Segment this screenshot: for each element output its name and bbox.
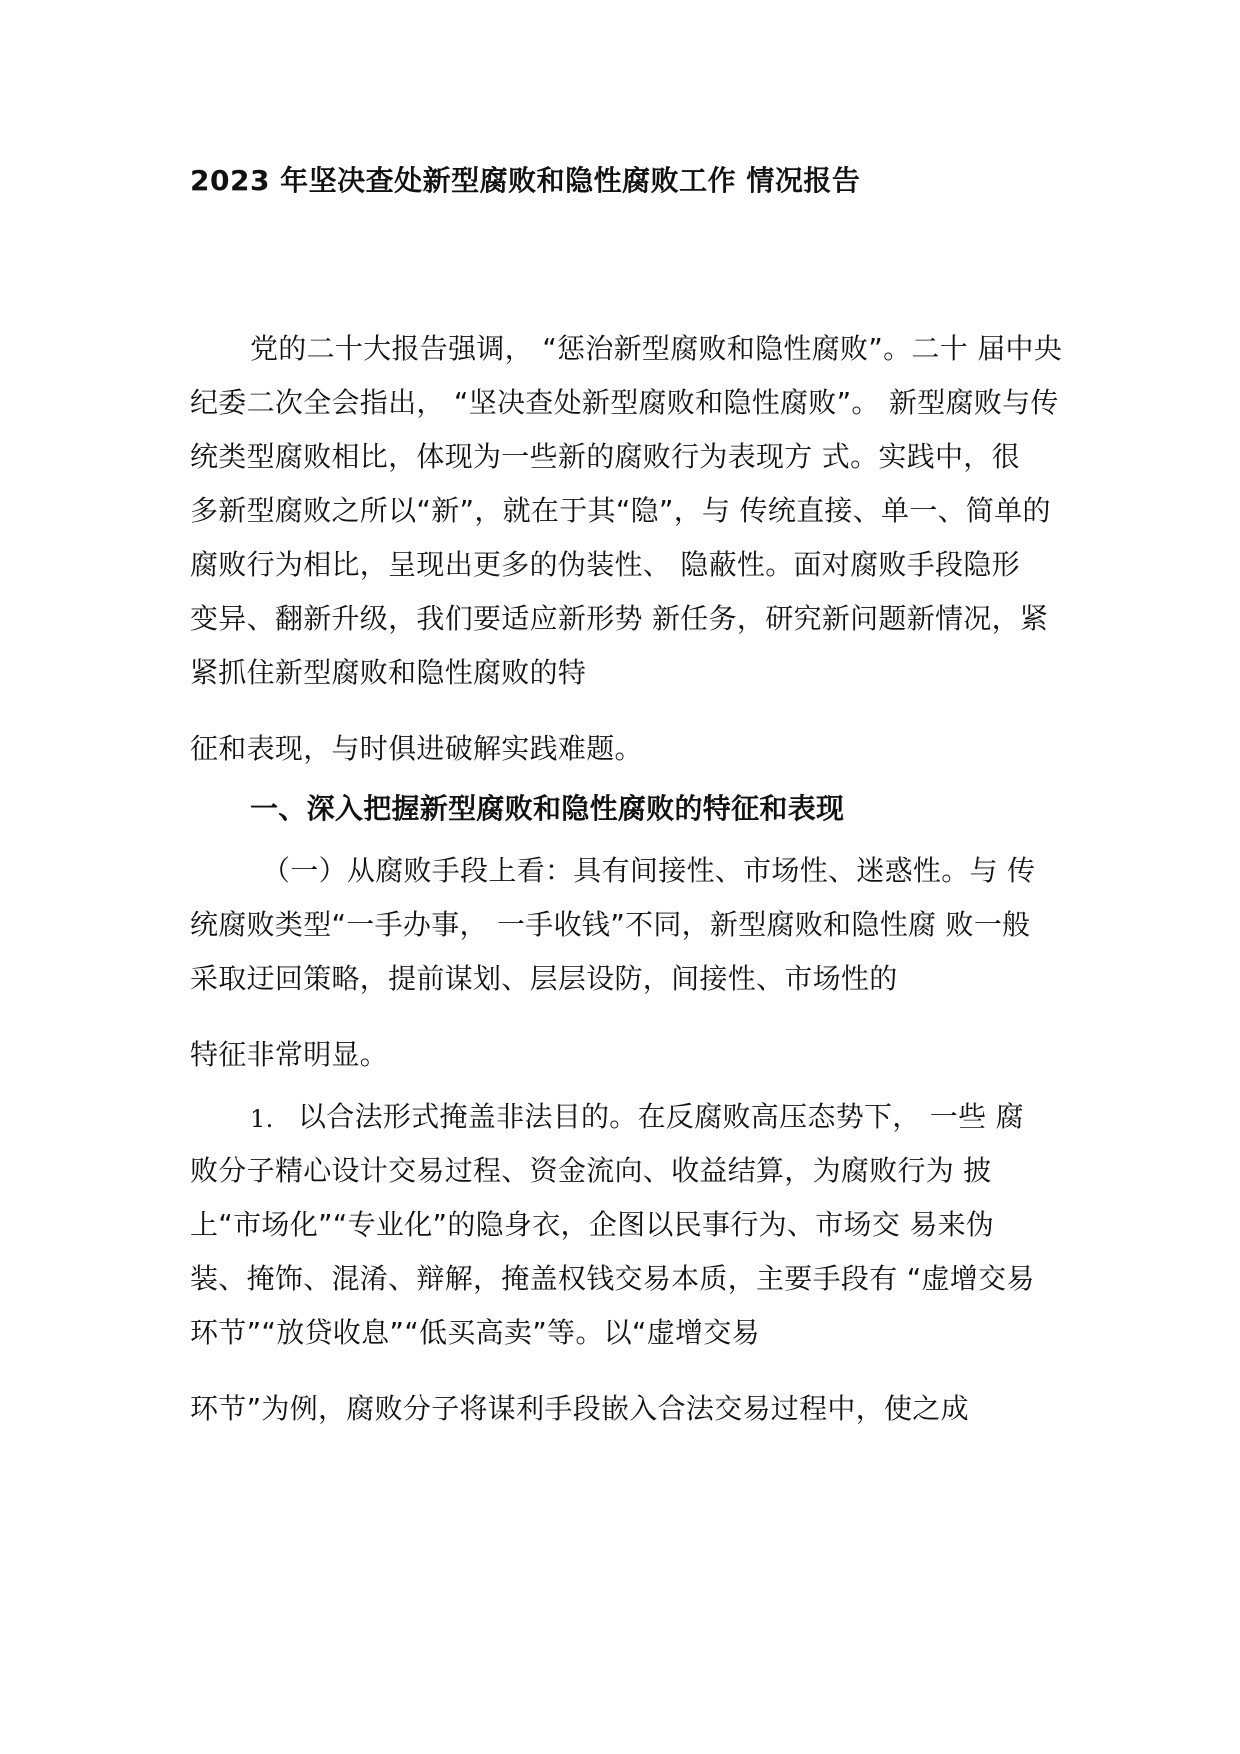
paragraph-line: 装、掩饰、混淆、辩解，掩盖权钱交易本质，主要手段有 “虚增交易 xyxy=(190,1262,1035,1295)
paragraph-line: 党的二十大报告强调， “惩治新型腐败和隐性腐败”。二十 届中央 xyxy=(250,332,1063,365)
paragraph-line: 紧抓住新型腐败和隐性腐败的特 xyxy=(190,656,587,689)
list-number: 1. xyxy=(250,1105,274,1133)
paragraph-line: 征和表现，与时俱进破解实践难题。 xyxy=(190,732,643,765)
paragraph-line: 败分子精心设计交易过程、资金流向、收益结算，为腐败行为 披 xyxy=(190,1154,992,1187)
document-title: 2023 年坚决查处新型腐败和隐性腐败工作 情况报告 xyxy=(190,164,861,197)
section-heading: 一、深入把握新型腐败和隐性腐败的特征和表现 xyxy=(250,792,845,825)
paragraph-line: 纪委二次全会指出， “坚决查处新型腐败和隐性腐败”。 新型腐败与传 xyxy=(190,386,1059,419)
paragraph-line: 采取迂回策略，提前谋划、层层设防，间接性、市场性的 xyxy=(190,962,898,995)
paragraph-line: 环节”“放贷收息”“低买高卖”等。以“虚增交易 xyxy=(190,1316,760,1349)
paragraph-line: 多新型腐败之所以“新”，就在于其“隐”，与 传统直接、单一、简单的 xyxy=(190,494,1051,527)
paragraph-line: 统类型腐败相比，体现为一些新的腐败行为表现方 式。实践中，很 xyxy=(190,440,1020,473)
paragraph-line: 特征非常明显。 xyxy=(190,1038,389,1071)
paragraph-line: （一）从腐败手段上看：具有间接性、市场性、迷惑性。与 传 xyxy=(262,854,1036,887)
paragraph-line: 变异、翻新升级，我们要适应新形势 新任务，研究新问题新情况，紧 xyxy=(190,602,1049,635)
paragraph-line: 腐败行为相比，呈现出更多的伪装性、 隐蔽性。面对腐败手段隐形 xyxy=(190,548,1020,581)
paragraph-line: 统腐败类型“一手办事， 一手收钱”不同，新型腐败和隐性腐 败一般 xyxy=(190,908,1031,941)
paragraph-line: 以合法形式掩盖非法目的。在反腐败高压态势下， 一些 腐 xyxy=(298,1100,1024,1133)
paragraph-line: 环节”为例，腐败分子将谋利手段嵌入合法交易过程中，使之成 xyxy=(190,1392,969,1425)
paragraph-line: 上“市场化”“专业化”的隐身衣，企图以民事行为、市场交 易来伪 xyxy=(190,1208,995,1241)
